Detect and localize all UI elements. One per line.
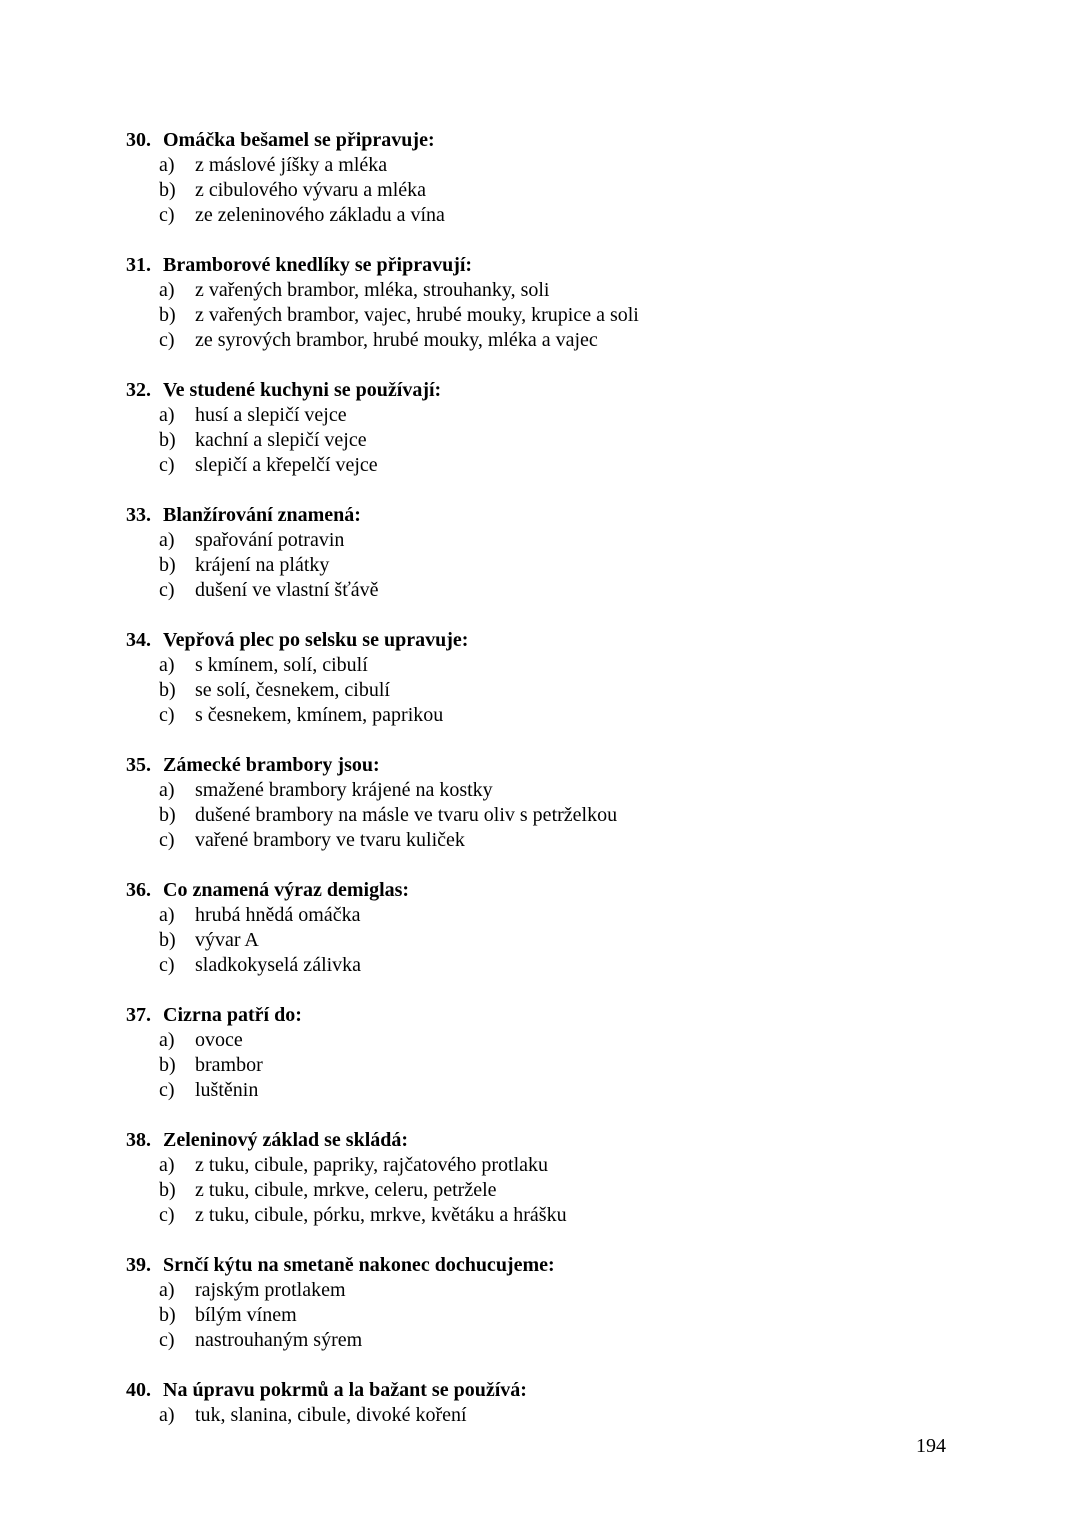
option-text: vývar A [195, 929, 259, 951]
option-row [126, 578, 966, 603]
option-row [126, 1278, 966, 1303]
question-text: Omáčka bešamel se připravuje: [163, 129, 435, 151]
option-text: dušení ve vlastní šťávě [195, 579, 379, 601]
question-block [126, 503, 966, 603]
page-number: 194 [916, 1435, 946, 1457]
question-number: 38. [126, 1129, 151, 1151]
option-text: tuk, slanina, cibule, divoké koření [195, 1404, 467, 1426]
option-row [126, 453, 966, 478]
options-list [126, 153, 966, 228]
options-list [126, 778, 966, 853]
option-letter: c) [159, 704, 175, 726]
option-text: sladkokyselá zálivka [195, 954, 362, 976]
options-list [126, 1278, 966, 1353]
option-row [126, 528, 966, 553]
option-letter: a) [159, 779, 175, 801]
question-number: 31. [126, 254, 151, 276]
option-letter: c) [159, 329, 175, 351]
option-text: slepičí a křepelčí vejce [195, 454, 378, 476]
option-text: spařování potravin [195, 529, 345, 551]
question-text: Zámecké brambory jsou: [163, 754, 380, 776]
question-block [126, 1128, 966, 1228]
option-letter: b) [159, 554, 176, 576]
option-letter: a) [159, 1279, 175, 1301]
option-row [126, 1028, 966, 1053]
option-row [126, 678, 966, 703]
question-block [126, 1253, 966, 1353]
options-list [126, 903, 966, 978]
option-letter: b) [159, 1179, 176, 1201]
question-block [126, 1003, 966, 1103]
option-row [126, 953, 966, 978]
question-title [126, 1003, 966, 1028]
option-row [126, 1403, 966, 1428]
option-letter: b) [159, 1054, 176, 1076]
question-title [126, 503, 966, 528]
option-text: ovoce [195, 1029, 243, 1051]
question-title [126, 378, 966, 403]
option-row [126, 703, 966, 728]
options-list [126, 1403, 966, 1428]
option-row [126, 1328, 966, 1353]
question-title [126, 878, 966, 903]
question-block [126, 1378, 966, 1428]
question-block [126, 128, 966, 228]
option-letter: c) [159, 1079, 175, 1101]
option-row [126, 278, 966, 303]
option-text: krájení na plátky [195, 554, 330, 576]
option-letter: c) [159, 954, 175, 976]
option-row [126, 1078, 966, 1103]
option-letter: a) [159, 904, 175, 926]
question-number: 35. [126, 754, 151, 776]
option-row [126, 178, 966, 203]
option-text: hrubá hnědá omáčka [195, 904, 361, 926]
options-list [126, 1153, 966, 1228]
option-row [126, 1303, 966, 1328]
question-number: 40. [126, 1379, 151, 1401]
option-letter: b) [159, 1304, 176, 1326]
question-block [126, 628, 966, 728]
option-row [126, 428, 966, 453]
option-row [126, 803, 966, 828]
option-text: husí a slepičí vejce [195, 404, 347, 426]
option-row [126, 778, 966, 803]
option-row [126, 1053, 966, 1078]
question-title [126, 128, 966, 153]
option-letter: c) [159, 204, 175, 226]
question-number: 33. [126, 504, 151, 526]
option-letter: c) [159, 454, 175, 476]
question-block [126, 753, 966, 853]
question-number: 32. [126, 379, 151, 401]
question-number: 39. [126, 1254, 151, 1276]
option-row [126, 828, 966, 853]
question-text: Bramborové knedlíky se připravují: [163, 254, 473, 276]
option-letter: a) [159, 654, 175, 676]
option-letter: b) [159, 179, 176, 201]
option-letter: b) [159, 679, 176, 701]
option-row [126, 403, 966, 428]
question-title [126, 1128, 966, 1153]
option-letter: c) [159, 1204, 175, 1226]
question-text: Co znamená výraz demiglas: [163, 879, 410, 901]
option-text: z vařených brambor, mléka, strouhanky, soli [195, 279, 550, 301]
option-row [126, 928, 966, 953]
options-list [126, 403, 966, 478]
question-text: Na úpravu pokrmů a la bažant se používá: [163, 1379, 527, 1401]
option-text: bílým vínem [195, 1304, 297, 1326]
questions-list [126, 128, 966, 1453]
option-letter: a) [159, 1404, 175, 1426]
option-text: z cibulového vývaru a mléka [195, 179, 427, 201]
option-text: z vařených brambor, vajec, hrubé mouky, krupice a soli [195, 304, 639, 326]
question-title [126, 253, 966, 278]
question-number: 37. [126, 1004, 151, 1026]
options-list [126, 528, 966, 603]
option-text: nastrouhaným sýrem [195, 1329, 363, 1351]
question-block [126, 878, 966, 978]
option-text: ze zeleninového základu a vína [195, 204, 445, 226]
option-letter: a) [159, 404, 175, 426]
option-text: kachní a slepičí vejce [195, 429, 367, 451]
option-row [126, 1153, 966, 1178]
option-row [126, 303, 966, 328]
option-text: smažené brambory krájené na kostky [195, 779, 493, 801]
option-row [126, 653, 966, 678]
options-list [126, 653, 966, 728]
question-text: Cizrna patří do: [163, 1004, 302, 1026]
question-number: 36. [126, 879, 151, 901]
question-title [126, 753, 966, 778]
question-text: Zeleninový základ se skládá: [163, 1129, 409, 1151]
option-text: z tuku, cibule, papriky, rajčatového protlaku [195, 1154, 549, 1176]
option-row [126, 1203, 966, 1228]
option-text: ze syrových brambor, hrubé mouky, mléka a vajec [195, 329, 598, 351]
option-letter: a) [159, 1154, 175, 1176]
question-title [126, 628, 966, 653]
option-text: luštěnin [195, 1079, 259, 1101]
option-row [126, 903, 966, 928]
option-text: s kmínem, solí, cibulí [195, 654, 368, 676]
option-letter: a) [159, 154, 175, 176]
option-row [126, 1178, 966, 1203]
option-letter: a) [159, 529, 175, 551]
question-title [126, 1378, 966, 1403]
question-text: Srnčí kýtu na smetaně nakonec dochucujeme: [163, 1254, 555, 1276]
question-block [126, 378, 966, 478]
option-letter: b) [159, 304, 176, 326]
question-text: Ve studené kuchyni se používají: [163, 379, 442, 401]
option-row [126, 203, 966, 228]
option-text: se solí, česnekem, cibulí [195, 679, 390, 701]
option-letter: b) [159, 929, 176, 951]
option-text: vařené brambory ve tvaru kuliček [195, 829, 465, 851]
option-letter: c) [159, 1329, 175, 1351]
options-list [126, 1028, 966, 1103]
option-text: z máslové jíšky a mléka [195, 154, 388, 176]
option-letter: b) [159, 804, 176, 826]
question-text: Blanžírování znamená: [163, 504, 361, 526]
option-text: rajským protlakem [195, 1279, 346, 1301]
option-row [126, 553, 966, 578]
question-number: 34. [126, 629, 151, 651]
question-title [126, 1253, 966, 1278]
question-number: 30. [126, 129, 151, 151]
option-letter: b) [159, 429, 176, 451]
option-letter: c) [159, 579, 175, 601]
option-text: s česnekem, kmínem, paprikou [195, 704, 444, 726]
option-row [126, 328, 966, 353]
option-text: brambor [195, 1054, 263, 1076]
option-letter: c) [159, 829, 175, 851]
option-letter: a) [159, 1029, 175, 1051]
option-text: z tuku, cibule, pórku, mrkve, květáku a hrášku [195, 1204, 567, 1226]
question-block [126, 253, 966, 353]
option-letter: a) [159, 279, 175, 301]
option-text: dušené brambory na másle ve tvaru oliv s petrželkou [195, 804, 618, 826]
option-row [126, 153, 966, 178]
options-list [126, 278, 966, 353]
question-text: Vepřová plec po selsku se upravuje: [163, 629, 469, 651]
option-text: z tuku, cibule, mrkve, celeru, petržele [195, 1179, 497, 1201]
